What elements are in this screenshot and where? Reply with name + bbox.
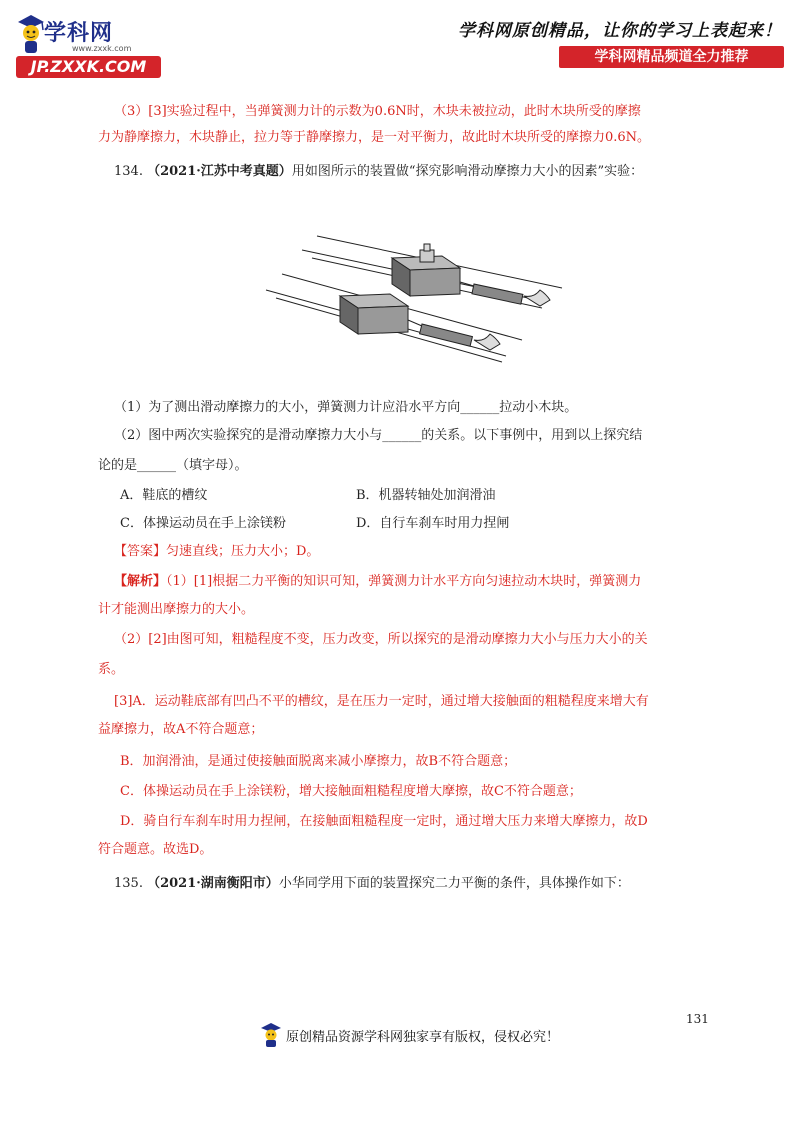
question-number: 135.: [114, 876, 143, 891]
analysis-line: 符合题意。故选D。: [98, 842, 213, 857]
front-spring-scale: [408, 320, 500, 350]
logo: [16, 12, 161, 76]
sub-question-1: （1）为了测出滑动摩擦力的大小，弹簧测力计应沿水平方向______拉动小木块。: [114, 400, 578, 415]
analysis-line: [3]A．运动鞋底部有凹凸不平的槽纹，是在压力一定时，通过增大接触面的粗糙程度来增大有: [114, 694, 649, 709]
question-135: [114, 874, 724, 894]
analysis-line: C．体操运动员在手上涂镁粉，增大接触面粗糙程度增大摩擦，故C不符合题意；: [120, 784, 582, 799]
mascot-icon: [260, 1022, 282, 1048]
back-spring-scale: [460, 282, 550, 306]
analysis-label: 【解析】: [114, 574, 167, 589]
option-b: B．机器转轴处加润滑油: [356, 488, 496, 503]
logo-text: 学科网: [44, 21, 114, 46]
option-c: C．体操运动员在手上涂镁粉: [120, 516, 286, 531]
page-header: [0, 0, 800, 80]
experiment-figure: [262, 228, 582, 368]
back-block: [392, 244, 460, 296]
analysis-line: D．骑自行车刹车时用力捏闸，在接触面粗糙程度一定时，通过增大压力来增大摩擦力，故D: [120, 814, 648, 829]
question-number: 134.: [114, 164, 143, 179]
analysis-line: 益摩擦力，故A不符合题意；: [98, 722, 264, 737]
header-slogan: 学科网原创精品，让你的学习上表起来！: [458, 21, 782, 41]
analysis-line: 系。: [98, 662, 125, 677]
answer-line: 力为静摩擦力，木块静止，拉力等于静摩擦力，是一对平衡力，故此时木块所受的摩擦力0.6N。: [98, 130, 651, 145]
page-footer: [260, 1022, 600, 1048]
analysis-line: 计才能测出摩擦力的大小。: [98, 602, 255, 617]
question-text: 小华同学用下面的装置探究二力平衡的条件，具体操作如下：: [278, 876, 630, 891]
option-d: D．自行车刹车时用力捏闸: [356, 516, 510, 531]
mascot-icon: [16, 12, 46, 56]
option-a: A．鞋底的槽纹: [120, 488, 208, 503]
logo-url: www.zxxk.com: [72, 44, 132, 53]
question-text: 用如图所示的装置做“探究影响滑动摩擦力大小的因素”实验：: [291, 164, 644, 179]
answer-line: （3）[3]实验过程中，当弹簧测力计的示数为0.6N时，木块未被拉动，此时木块所受的摩擦: [114, 104, 641, 119]
page-number: 131: [686, 1012, 709, 1026]
analysis-line: （2）[2]由图可知，粗糙程度不变，压力改变，所以探究的是滑动摩擦力大小与压力大小的关: [114, 632, 648, 647]
question-134: [114, 162, 724, 182]
question-source: （2021·江苏中考真题）: [147, 164, 292, 179]
analysis-line: B．加润滑油，是通过使接触面脱离来减小摩擦力，故B不符合题意；: [120, 754, 517, 769]
answer: 【答案】匀速直线；压力大小；D。: [114, 544, 320, 559]
logo-domain: JP.ZXXK.COM: [16, 56, 161, 78]
copyright-text: 原创精品资源学科网独家享有版权，侵权必究！: [286, 1030, 560, 1045]
front-block: [340, 294, 408, 334]
header-channel-banner: 学科网精品频道全力推荐: [559, 46, 784, 68]
sub-question-2: （2）图中两次实验探究的是滑动摩擦力大小与______的关系。以下事例中，用到以上探究结: [114, 428, 643, 443]
analysis-line: 【解析】（1）[1]根据二力平衡的知识可知，弹簧测力计水平方向匀速拉动木块时，弹簧测力: [114, 574, 642, 589]
question-source: （2021·湖南衡阳市）: [147, 876, 279, 891]
sub-question-2-cont: 论的是______（填字母）。: [98, 458, 248, 473]
